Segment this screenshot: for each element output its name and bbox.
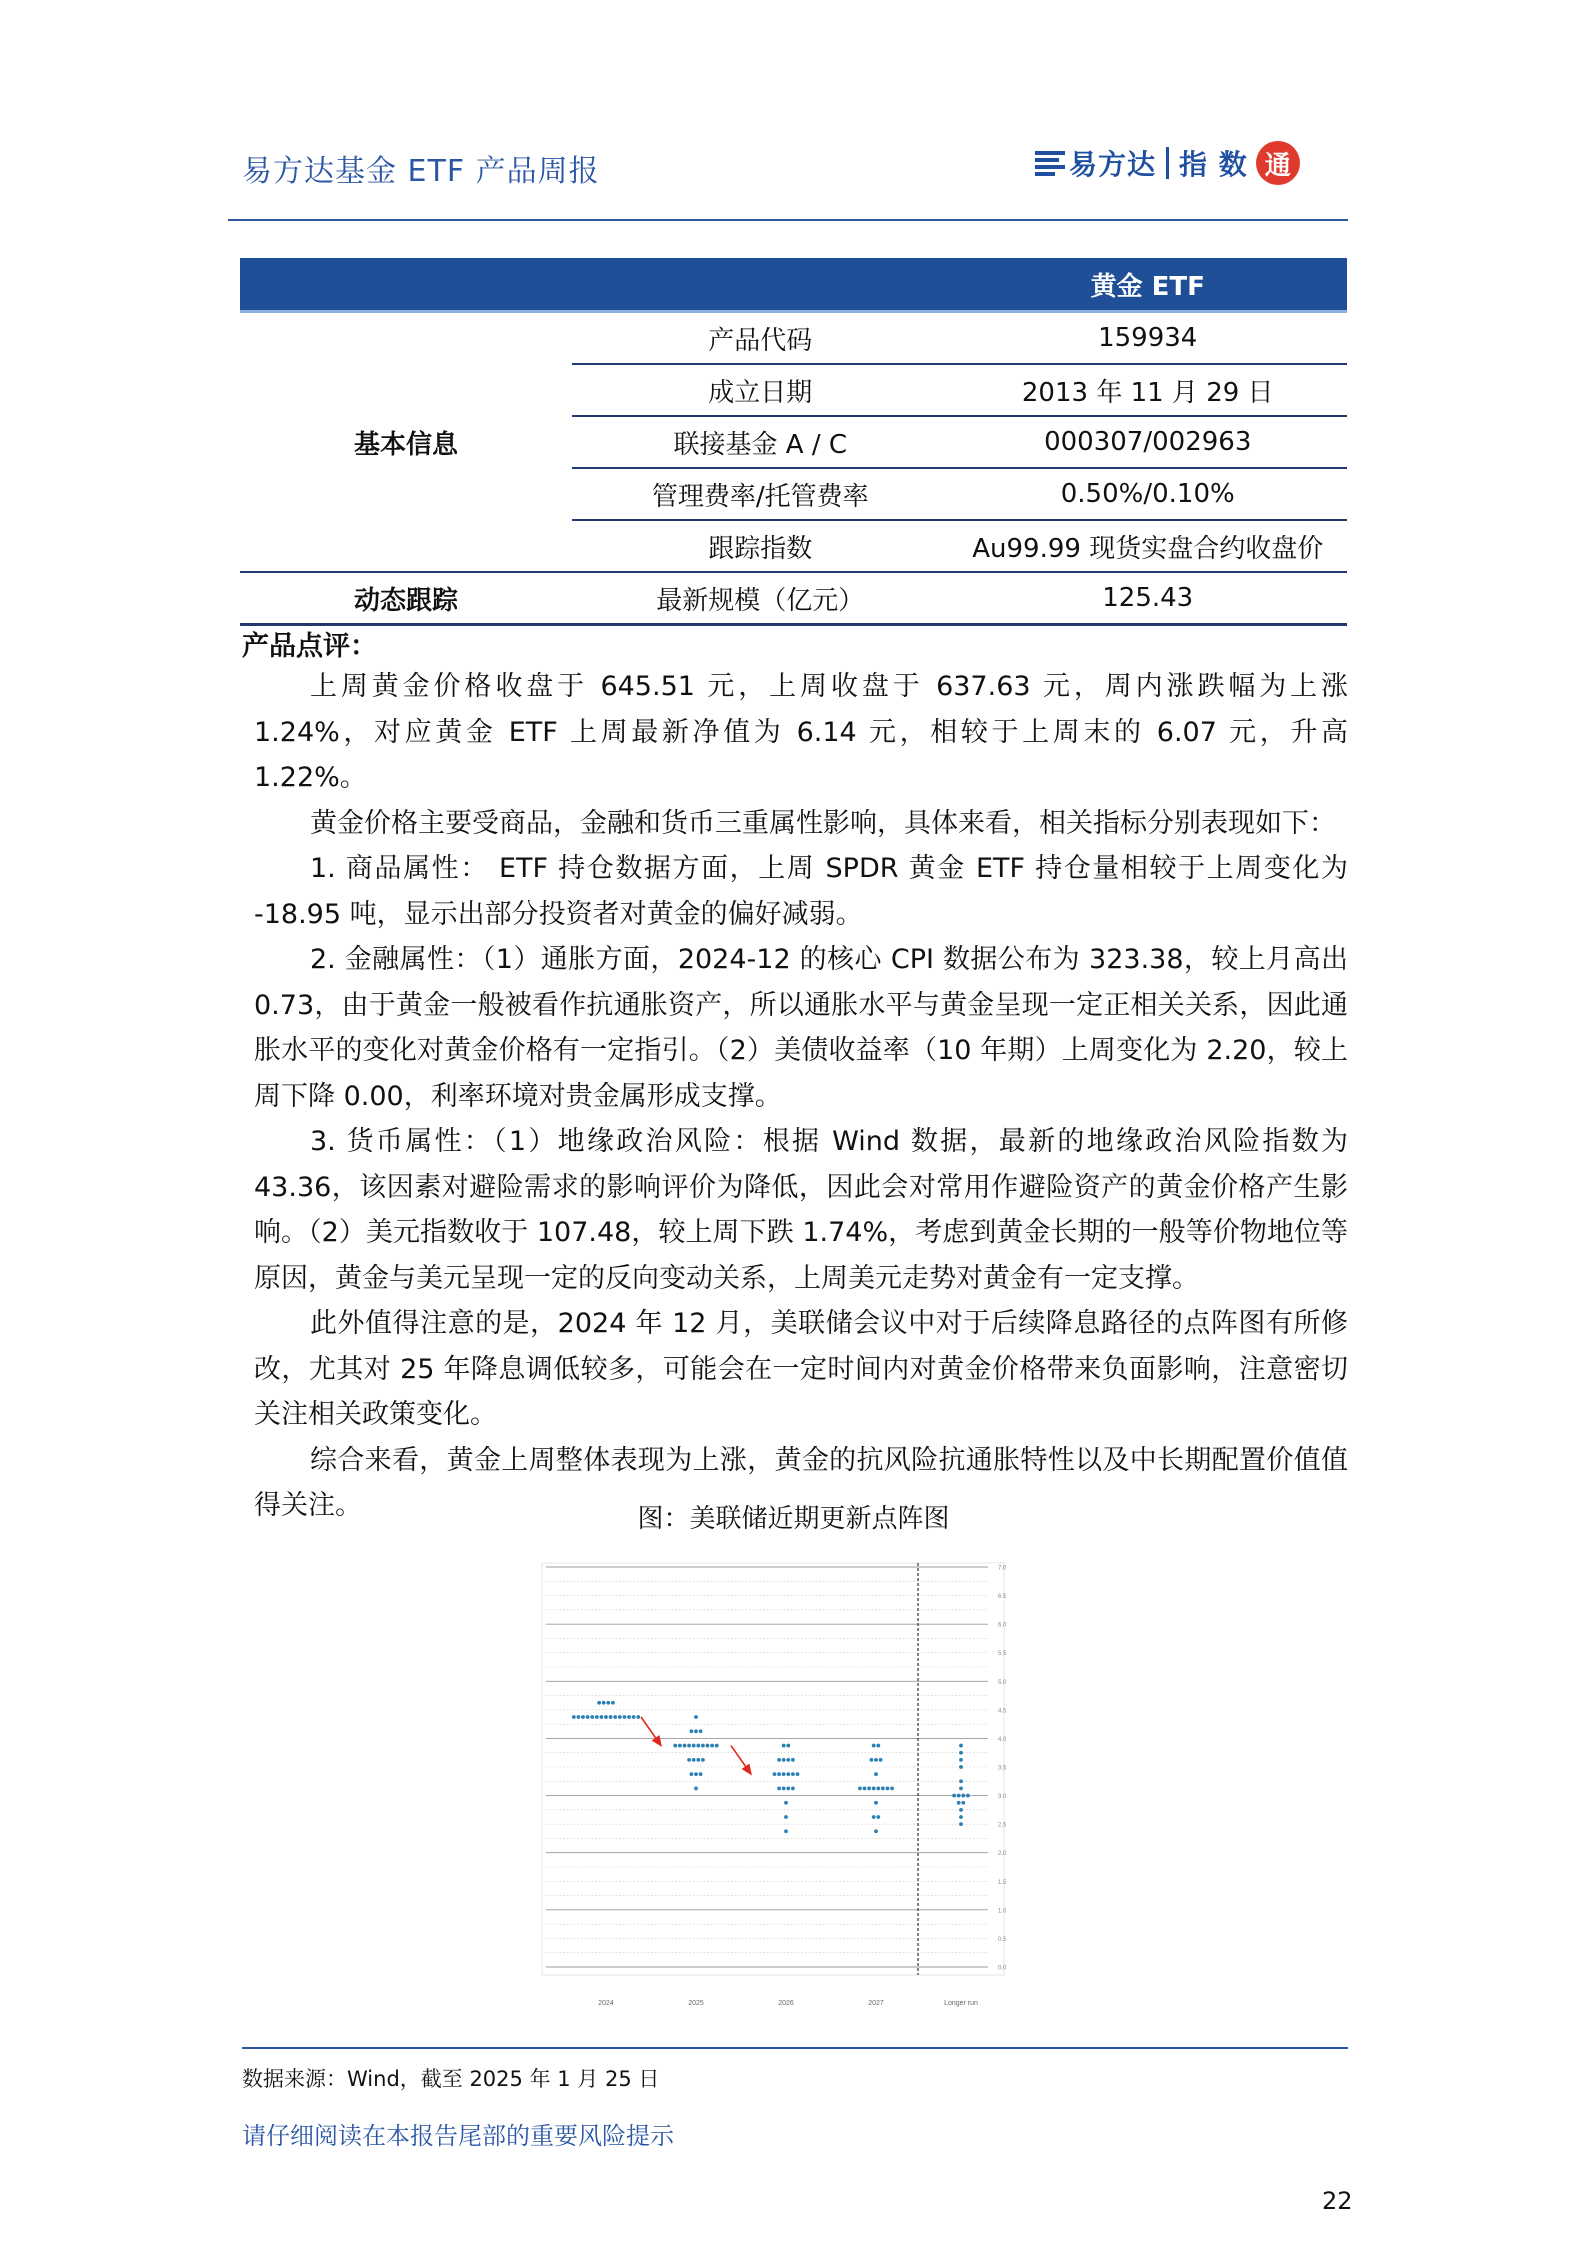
row-label: 管理费率/托管费率 (572, 468, 948, 520)
commentary-title: 产品点评： (242, 631, 377, 662)
dot-point (613, 1715, 617, 1719)
dot-point (597, 1701, 601, 1705)
dot-point (694, 1772, 698, 1776)
dot-point (782, 1787, 786, 1791)
y-tick-label: 0.5 (998, 1936, 1007, 1943)
dot-point (952, 1794, 956, 1798)
dot-point (782, 1758, 786, 1762)
logo-brand-text: 易方达 (1069, 148, 1157, 181)
y-tick-label: 3.0 (998, 1794, 1007, 1801)
table-header-blank (572, 258, 948, 312)
group-label-basic: 基本信息 (240, 312, 572, 573)
dot-point (959, 1744, 963, 1748)
dot-point (586, 1715, 590, 1719)
dot-point (879, 1758, 883, 1762)
row-value: 000307/002963 (948, 416, 1347, 468)
dot-point (699, 1729, 703, 1733)
x-tick-label: 2025 (688, 2000, 704, 2007)
dot-point (701, 1758, 705, 1762)
paragraph: 上周黄金价格收盘于 645.51 元，上周收盘于 637.63 元，周内涨跌幅为上涨 1.24%，对应黄金 ETF 上周最新净值为 6.14 元，相较于上周末的 6.07 元，升高 1.22%。 (254, 671, 1348, 793)
header-rule (228, 219, 1348, 221)
dot-point (773, 1772, 777, 1776)
y-tick-label: 4.0 (998, 1736, 1007, 1743)
product-name-header: 黄金 ETF (948, 258, 1347, 312)
source-rule (242, 2047, 1348, 2049)
paragraph: 1. 商品属性： ETF 持仓数据方面，上周 SPDR 黄金 ETF 持仓量相较于上周变化为 -18.95 吨，显示出部分投资者对黄金的偏好减弱。 (254, 853, 1348, 930)
dot-point (782, 1744, 786, 1748)
table-header-row (240, 258, 1347, 312)
dot-point (959, 1787, 963, 1791)
dot-point (590, 1715, 594, 1719)
dot-point (777, 1758, 781, 1762)
dot-point (690, 1772, 694, 1776)
row-value: 0.50%/0.10% (948, 468, 1347, 520)
brand-logo (1035, 138, 1300, 188)
y-tick-label: 5.5 (998, 1651, 1007, 1658)
y-tick-label: 3.5 (998, 1765, 1007, 1772)
dot-point (872, 1787, 876, 1791)
dot-point (858, 1787, 862, 1791)
table-row (240, 572, 1347, 625)
x-tick-label: 2024 (598, 2000, 614, 2007)
figure-caption: 图：美联储近期更新点阵图 (637, 1504, 950, 1534)
dot-point (959, 1808, 963, 1812)
dot-point (777, 1772, 781, 1776)
dot-point (874, 1772, 878, 1776)
dot-point (609, 1715, 613, 1719)
dot-point (957, 1801, 961, 1805)
dot-point (872, 1815, 876, 1819)
dot-point (581, 1715, 585, 1719)
y-tick-label: 1.0 (998, 1908, 1007, 1915)
dot-point (784, 1829, 788, 1833)
dot-point (786, 1758, 790, 1762)
dot-point (611, 1701, 615, 1705)
dot-point (961, 1794, 965, 1798)
dot-point (694, 1715, 698, 1719)
dot-point (602, 1701, 606, 1705)
dot-point (872, 1744, 876, 1748)
dot-point (786, 1744, 790, 1748)
y-tick-label: 7.0 (998, 1565, 1007, 1572)
row-label: 最新规模（亿元） (572, 572, 948, 625)
dot-point (876, 1744, 880, 1748)
x-tick-label: 2026 (778, 2000, 794, 2007)
logo-sub-text: 指 数 (1179, 148, 1248, 181)
dot-point (959, 1758, 963, 1762)
data-source: 数据来源：Wind，截至 2025 年 1 月 25 日 (242, 2067, 660, 2091)
dot-point (577, 1715, 581, 1719)
dot-point (715, 1744, 719, 1748)
dot-point (618, 1715, 622, 1719)
paragraph: 3. 货币属性：（1）地缘政治风险：根据 Wind 数据，最新的地缘政治风险指数为 43.36，该因素对避险需求的影响评价为降低，因此会对常用作避险资产的黄金价格产生影响。（2）美元指数收于 107.48，较上周下跌 1.74%，考虑到黄金长期的一般等价物地位等原因，黄金与美元呈现一定的反向变动关系，上周美元走势对黄金有一定支撑。 (254, 1126, 1348, 1294)
dot-point (692, 1758, 696, 1762)
dot-point (786, 1772, 790, 1776)
report-title: 易方达基金 ETF 产品周报 (242, 154, 600, 189)
row-label: 产品代码 (572, 312, 948, 365)
table-row (240, 312, 1347, 365)
dot-point (796, 1772, 800, 1776)
y-tick-label: 4.5 (998, 1708, 1007, 1715)
dot-point (687, 1758, 691, 1762)
dot-point (881, 1787, 885, 1791)
group-label-dynamic: 动态跟踪 (240, 572, 572, 625)
commentary-body (254, 664, 1348, 1529)
dot-point (874, 1758, 878, 1762)
dot-point (784, 1815, 788, 1819)
dot-point (863, 1787, 867, 1791)
page-number: 22 (1322, 2187, 1353, 2215)
dot-point (623, 1715, 627, 1719)
dot-point (959, 1765, 963, 1769)
logo-badge-icon: 通 (1256, 141, 1300, 185)
dot-point (690, 1729, 694, 1733)
dot-point (874, 1801, 878, 1805)
dot-point (959, 1751, 963, 1755)
y-tick-label: 2.0 (998, 1851, 1007, 1858)
y-tick-label: 6.0 (998, 1622, 1007, 1629)
row-label: 联接基金 A / C (572, 416, 948, 468)
dot-point (791, 1787, 795, 1791)
dot-point (572, 1715, 576, 1719)
row-value: Au99.99 现货实盘合约收盘价 (948, 520, 1347, 572)
dot-point (678, 1744, 682, 1748)
dot-point (777, 1787, 781, 1791)
dot-point (696, 1744, 700, 1748)
dot-point (710, 1744, 714, 1748)
dot-point (683, 1744, 687, 1748)
row-value: 2013 年 11 月 29 日 (948, 364, 1347, 416)
dot-point (606, 1701, 610, 1705)
dot-point (600, 1715, 604, 1719)
dot-point (604, 1715, 608, 1719)
risk-note: 请仔细阅读在本报告尾部的重要风险提示 (242, 2122, 674, 2150)
row-value: 125.43 (948, 572, 1347, 625)
logo-separator (1166, 147, 1169, 179)
dot-point (627, 1715, 631, 1719)
dot-point (701, 1744, 705, 1748)
dot-plot-chart (536, 1557, 1036, 2016)
dot-point (961, 1801, 965, 1805)
product-info-table (240, 258, 1347, 626)
x-tick-label: 2027 (868, 2000, 884, 2007)
dot-point (699, 1772, 703, 1776)
dot-point (959, 1779, 963, 1783)
row-label: 跟踪指数 (572, 520, 948, 572)
dot-point (784, 1801, 788, 1805)
paragraph: 此外值得注意的是，2024 年 12 月，美联储会议中对于后续降息路径的点阵图有所修改，尤其对 25 年降息调低较多，可能会在一定时间内对黄金价格带来负面影响，注意密切关注相关政策变化。 (254, 1308, 1348, 1430)
dot-point (957, 1794, 961, 1798)
dot-point (959, 1815, 963, 1819)
dot-point (673, 1744, 677, 1748)
dot-point (782, 1772, 786, 1776)
dot-point (595, 1715, 599, 1719)
dot-point (694, 1787, 698, 1791)
dot-point (890, 1787, 894, 1791)
y-tick-label: 6.5 (998, 1594, 1007, 1601)
row-label: 成立日期 (572, 364, 948, 416)
row-value: 159934 (948, 312, 1347, 365)
dot-point (636, 1715, 640, 1719)
dot-point (874, 1829, 878, 1833)
x-tick-label: Longer run (944, 2000, 978, 2007)
dot-point (876, 1815, 880, 1819)
y-tick-label: 2.5 (998, 1822, 1007, 1829)
logo-bars-icon (1035, 151, 1065, 176)
dot-point (876, 1787, 880, 1791)
dot-point (966, 1794, 970, 1798)
dot-point (886, 1787, 890, 1791)
dot-point (867, 1787, 871, 1791)
dot-point (791, 1758, 795, 1762)
dot-point (632, 1715, 636, 1719)
dot-point (687, 1744, 691, 1748)
dot-point (791, 1772, 795, 1776)
table-header-blank (240, 258, 572, 312)
dot-point (706, 1744, 710, 1748)
paragraph: 2. 金融属性：（1）通胀方面，2024-12 的核心 CPI 数据公布为 323.38，较上月高出 0.73，由于黄金一般被看作抗通胀资产，所以通胀水平与黄金呈现一定正相关关系，因此通胀水平的变化对黄金价格有一定指引。（2）美债收益率（10 年期）上周变化为 2.20，较上周下降 0.00，利率环境对贵金属形成支撑。 (254, 944, 1348, 1112)
dot-point (696, 1758, 700, 1762)
dot-point (786, 1787, 790, 1791)
dot-point (694, 1729, 698, 1733)
chart-frame (542, 1563, 1004, 1975)
dot-point (870, 1758, 874, 1762)
paragraph: 黄金价格主要受商品，金融和货币三重属性影响，具体来看，相关指标分别表现如下： (310, 807, 1336, 839)
dot-point (959, 1822, 963, 1826)
y-tick-label: 1.5 (998, 1879, 1007, 1886)
y-tick-label: 5.0 (998, 1679, 1007, 1686)
paragraph: 综合来看，黄金上周整体表现为上涨，黄金的抗风险抗通胀特性以及中长期配置价值值得关注。 (254, 1444, 1348, 1521)
y-tick-label: 0.0 (998, 1965, 1007, 1972)
dot-point (692, 1744, 696, 1748)
